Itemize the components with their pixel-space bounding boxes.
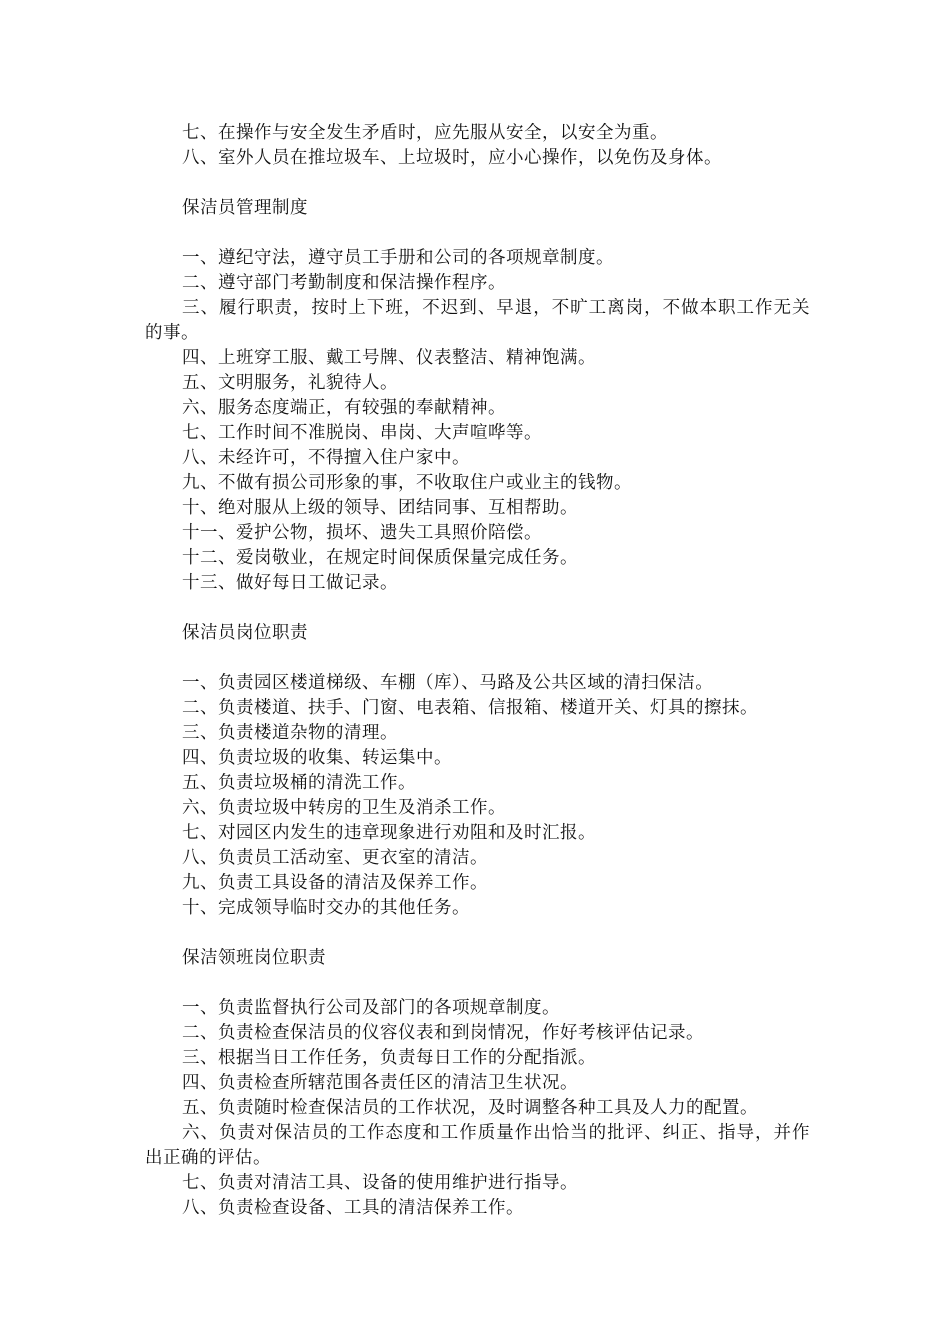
list-item: 五、负责随时检查保洁员的工作状况，及时调整各种工具及人力的配置。 bbox=[182, 1098, 758, 1118]
list-item: 七、对园区内发生的违章现象进行劝阻和及时汇报。 bbox=[182, 823, 596, 843]
document-page bbox=[145, 121, 810, 1221]
cleaner-management-list bbox=[145, 246, 810, 596]
list-item: 七、负责对清洁工具、设备的使用维护进行指导。 bbox=[182, 1173, 578, 1193]
list-item: 七、工作时间不准脱岗、串岗、大声喧哗等。 bbox=[182, 423, 542, 443]
list-item: 十、绝对服从上级的领导、团结同事、互相帮助。 bbox=[182, 498, 578, 518]
intro-list bbox=[145, 121, 810, 171]
list-item: 一、负责监督执行公司及部门的各项规章制度。 bbox=[182, 998, 560, 1018]
list-item: 九、负责工具设备的清洁及保养工作。 bbox=[182, 873, 488, 893]
list-item: 一、遵纪守法，遵守员工手册和公司的各项规章制度。 bbox=[182, 248, 614, 268]
list-item: 十二、爱岗敬业，在规定时间保质保量完成任务。 bbox=[182, 548, 578, 568]
supervisor-duties-list bbox=[145, 996, 810, 1221]
list-item: 九、不做有损公司形象的事，不收取住户或业主的钱物。 bbox=[182, 473, 632, 493]
list-item: 六、服务态度端正，有较强的奉献精神。 bbox=[182, 398, 506, 418]
list-item: 三、根据当日工作任务，负责每日工作的分配指派。 bbox=[182, 1048, 596, 1068]
list-item: 七、在操作与安全发生矛盾时，应先服从安全，以安全为重。 bbox=[182, 123, 668, 143]
section-heading-supervisor-duties: 保洁领班岗位职责 bbox=[182, 948, 326, 968]
section-heading-cleaner-management: 保洁员管理制度 bbox=[182, 198, 308, 218]
list-item: 二、遵守部门考勤制度和保洁操作程序。 bbox=[182, 273, 506, 293]
list-item: 二、负责检查保洁员的仪容仪表和到岗情况，作好考核评估记录。 bbox=[182, 1023, 704, 1043]
list-item: 六、负责对保洁员的工作态度和工作质量作出恰当的批评、纠正、指导，并作出正确的评估。 bbox=[145, 1123, 810, 1168]
list-item: 十三、做好每日工做记录。 bbox=[182, 573, 398, 593]
list-item: 四、上班穿工服、戴工号牌、仪表整洁、精神饱满。 bbox=[182, 348, 596, 368]
list-item: 三、履行职责，按时上下班，不迟到、早退，不旷工离岗，不做本职工作无关的事。 bbox=[145, 298, 810, 343]
list-item: 八、负责员工活动室、更衣室的清洁。 bbox=[182, 848, 488, 868]
list-item: 二、负责楼道、扶手、门窗、电表箱、信报箱、楼道开关、灯具的擦抹。 bbox=[182, 698, 758, 718]
list-item: 十、完成领导临时交办的其他任务。 bbox=[182, 898, 470, 918]
cleaner-duties-list bbox=[145, 671, 810, 921]
list-item: 五、文明服务，礼貌待人。 bbox=[182, 373, 398, 393]
list-item: 四、负责检查所辖范围各责任区的清洁卫生状况。 bbox=[182, 1073, 578, 1093]
list-item: 十一、爱护公物，损坏、遗失工具照价陪偿。 bbox=[182, 523, 542, 543]
section-heading-cleaner-duties: 保洁员岗位职责 bbox=[182, 623, 308, 643]
list-item: 八、负责检查设备、工具的清洁保养工作。 bbox=[182, 1198, 524, 1218]
list-item: 八、室外人员在推垃圾车、上垃圾时，应小心操作，以免伤及身体。 bbox=[182, 148, 722, 168]
list-item: 一、负责园区楼道梯级、车棚（库）、马路及公共区域的清扫保洁。 bbox=[182, 673, 714, 693]
list-item: 五、负责垃圾桶的清洗工作。 bbox=[182, 773, 416, 793]
list-item: 八、未经许可，不得擅入住户家中。 bbox=[182, 448, 470, 468]
list-item: 四、负责垃圾的收集、转运集中。 bbox=[182, 748, 452, 768]
list-item: 六、负责垃圾中转房的卫生及消杀工作。 bbox=[182, 798, 506, 818]
list-item: 三、负责楼道杂物的清理。 bbox=[182, 723, 398, 743]
